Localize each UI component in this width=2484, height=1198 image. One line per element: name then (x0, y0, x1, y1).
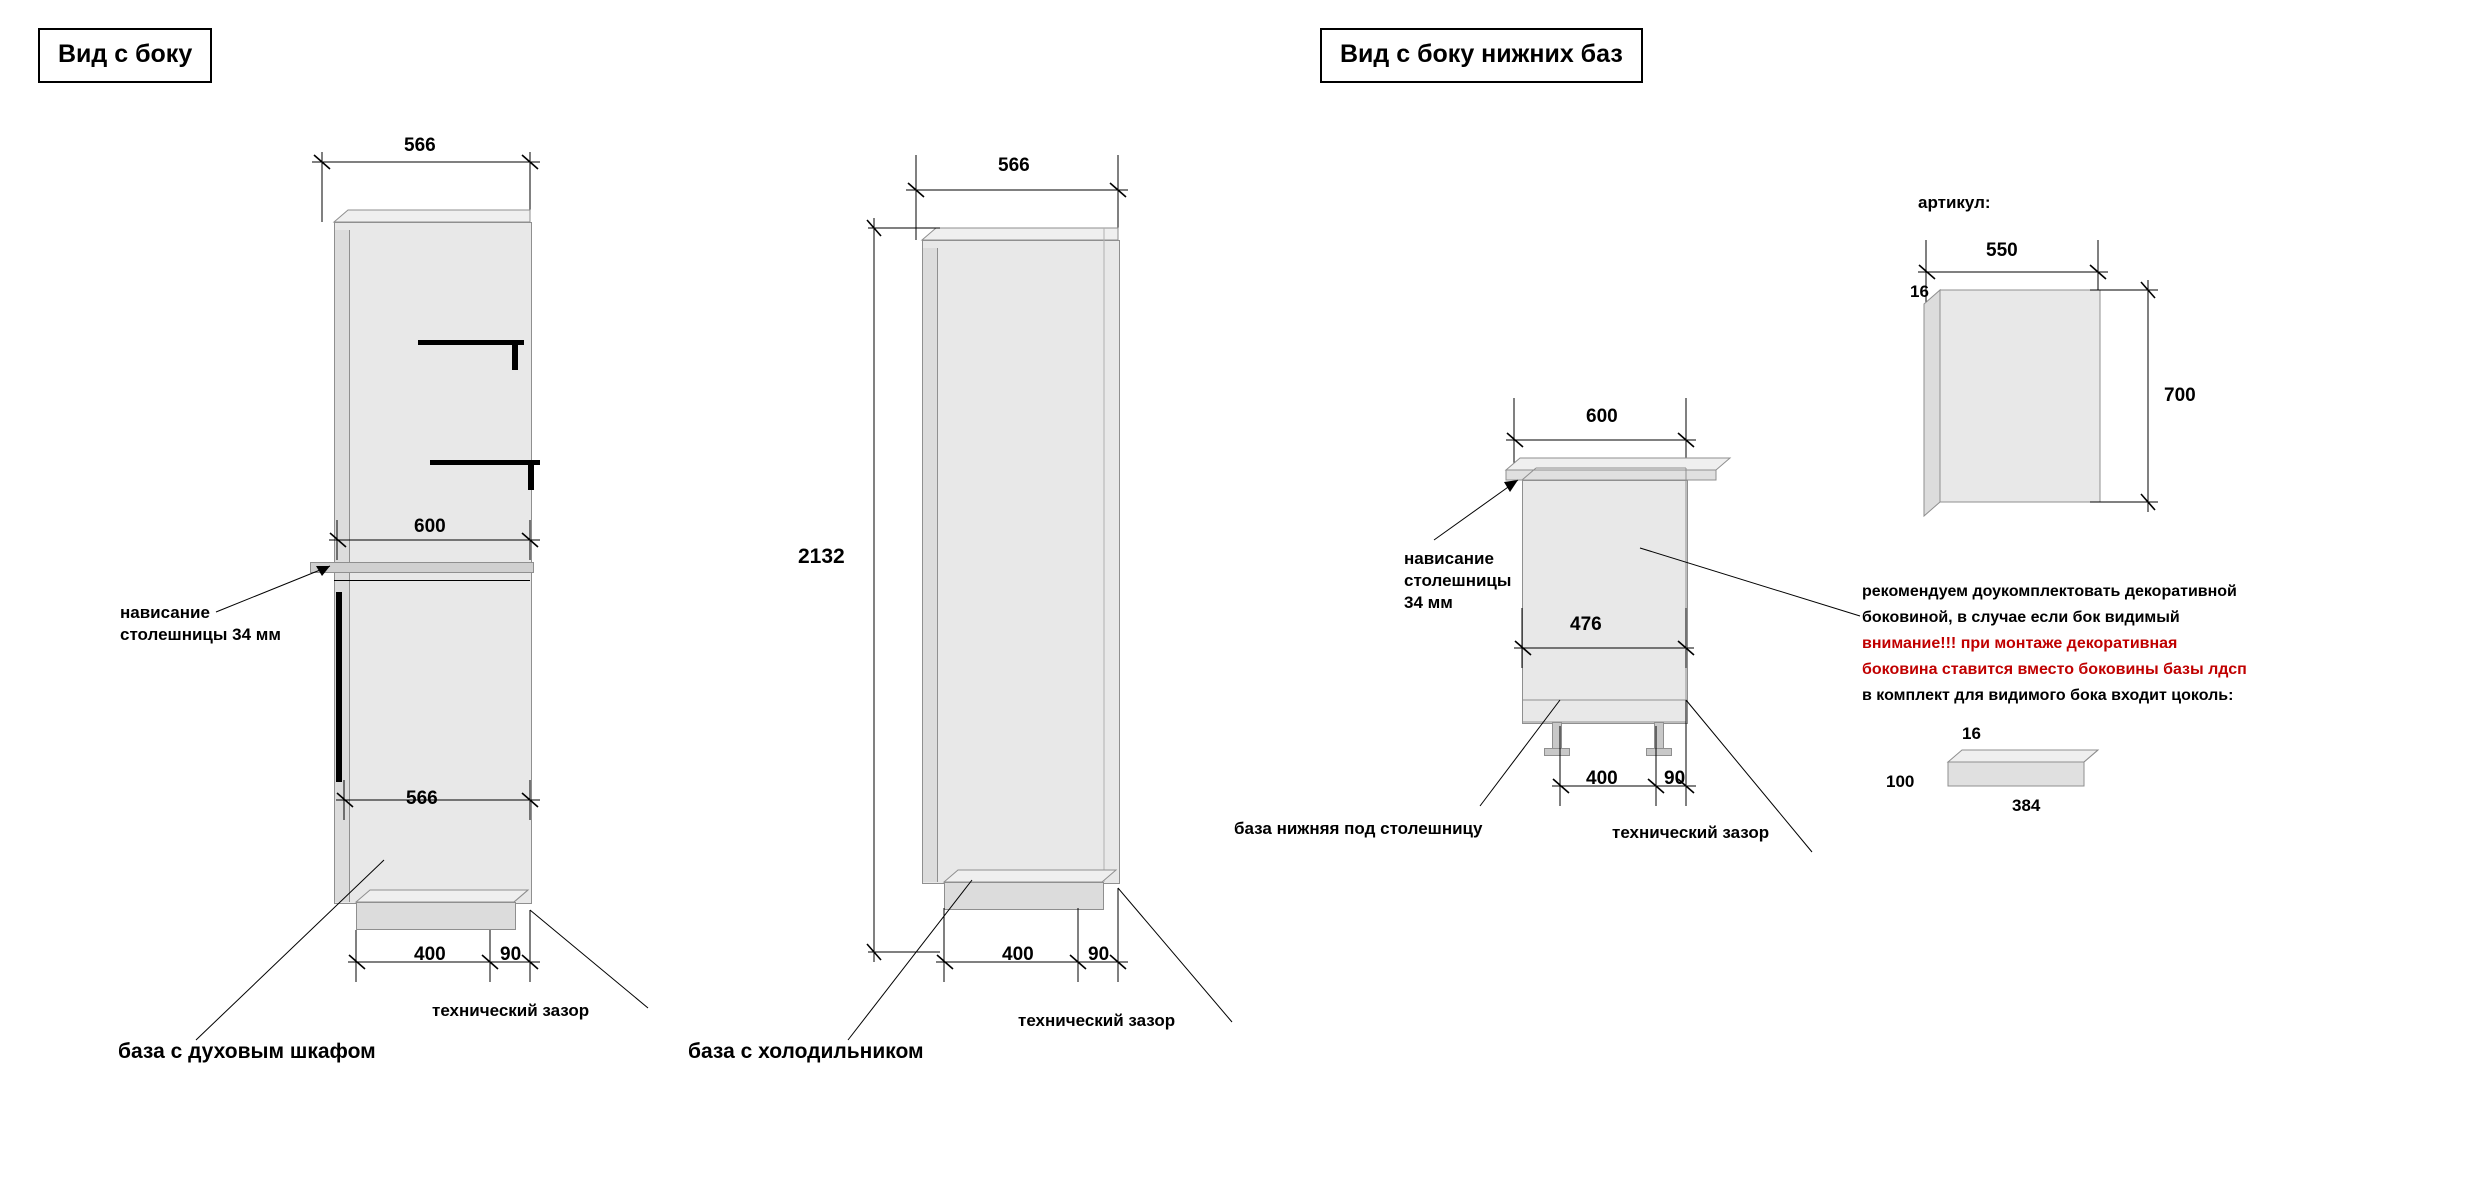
note-line-2: боковиной, в случае если бок видимый (1862, 609, 2180, 626)
note-line-1: рекомендуем доукомплектовать декоративной (1862, 583, 2237, 600)
article-label: артикул: (1918, 193, 1991, 212)
fridge-techgap-label: технический зазор (1018, 1011, 1176, 1030)
title-right: Вид с боку нижних баз (1320, 28, 1643, 83)
lower-dim-90: 90 (1664, 768, 1686, 789)
lower-dim-476-label: 476 (1570, 614, 1602, 635)
decor-dim-16-label: 16 (1910, 282, 1929, 301)
fridge-dim-2132: 2132 (798, 545, 845, 568)
decor-dim-550-label: 550 (1986, 240, 2018, 261)
oven-overhang-label-line1: нависание (120, 603, 210, 622)
fridge-caption: база с холодильником (688, 1040, 924, 1063)
oven-dim-90: 90 (500, 944, 522, 965)
oven-dim-566-top: 566 (404, 135, 436, 156)
note-line-5: в комплект для видимого бока входит цоколь: (1862, 687, 2234, 704)
lower-dim-400: 400 (1586, 768, 1618, 789)
fridge-dim-400: 400 (1002, 944, 1034, 965)
oven-techgap-label: технический зазор (432, 1001, 590, 1020)
lower-overhang-line1: нависание (1404, 549, 1494, 568)
note-line-4-warning: боковина ставится вместо боковины базы лдсп (1862, 661, 2247, 678)
lower-techgap-label: технический зазор (1612, 823, 1770, 842)
title-left: Вид с боку (38, 28, 212, 83)
plinth-dim-16: 16 (1962, 724, 1981, 743)
note-line-3-warning: внимание!!! при монтаже декоративная (1862, 635, 2178, 652)
oven-overhang-label-line2: столешницы 34 мм (120, 625, 281, 644)
fridge-dim-566: 566 (998, 155, 1030, 176)
oven-dim-566-label: 566 (406, 788, 438, 809)
lower-overhang-line2: столешницы (1404, 571, 1512, 590)
lower-dim-600: 600 (1586, 406, 1618, 427)
plinth-dim-100: 100 (1886, 772, 1915, 791)
lower-overhang-line3: 34 мм (1404, 593, 1453, 612)
lower-caption: база нижняя под столешницу (1234, 819, 1483, 838)
fridge-dim-90: 90 (1088, 944, 1110, 965)
plinth-dim-384: 384 (2012, 796, 2041, 815)
oven-dim-600-label: 600 (414, 516, 446, 537)
oven-dim-400: 400 (414, 944, 446, 965)
decor-dim-700-label: 700 (2164, 385, 2196, 406)
oven-caption: база с духовым шкафом (118, 1040, 376, 1063)
